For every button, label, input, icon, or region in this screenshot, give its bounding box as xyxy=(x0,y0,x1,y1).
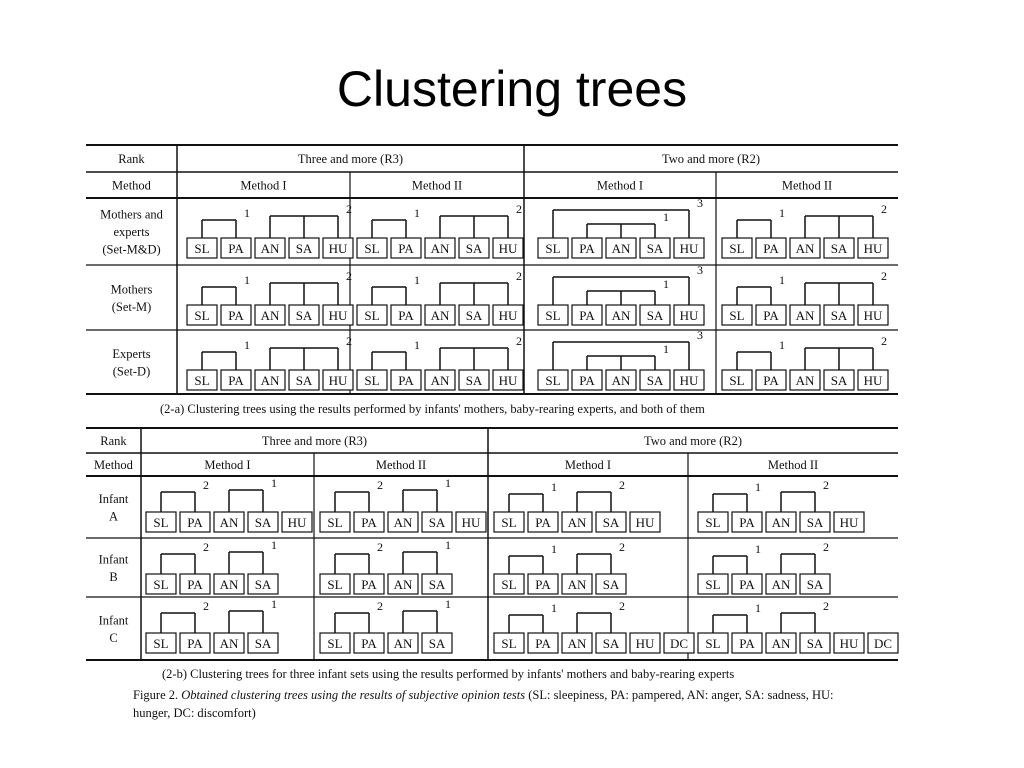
leaf-label: SA xyxy=(465,308,483,323)
dendrogram xyxy=(320,538,452,594)
table-b-method-label: Method xyxy=(94,458,133,472)
leaf-label: SA xyxy=(254,515,272,530)
leaf-label: SL xyxy=(364,373,380,388)
leaf-label: SA xyxy=(830,373,848,388)
leaf-label: PA xyxy=(398,241,414,256)
table-b-row-label-2: Infant xyxy=(98,552,129,567)
leaf-label: AN xyxy=(795,373,815,388)
cluster-rank-label: 1 xyxy=(551,601,557,615)
leaf-label: AN xyxy=(219,577,239,592)
table-a-row-label-2: (Set-M) xyxy=(111,299,152,314)
leaf-label: PA xyxy=(228,373,244,388)
dendrogram xyxy=(722,269,888,325)
table-a-r3-header: Three and more (R3) xyxy=(297,152,404,166)
leaf-label: SA xyxy=(806,636,824,651)
cluster-rank-label: 1 xyxy=(779,273,785,287)
leaf-label: SL xyxy=(153,515,169,530)
leaf-label: SA xyxy=(465,241,483,256)
cluster-rank-label: 2 xyxy=(203,540,209,554)
cluster-rank-label: 2 xyxy=(377,599,383,613)
leaf-label: HU xyxy=(498,373,518,388)
cluster-rank-label: 1 xyxy=(779,206,785,220)
leaf-label: PA xyxy=(579,241,595,256)
leaf-label: DC xyxy=(669,636,689,651)
leaf-label: SL xyxy=(705,636,721,651)
leaf-label: AN xyxy=(795,241,815,256)
cluster-rank-label: 2 xyxy=(203,599,209,613)
table-b-row-label-2: B xyxy=(109,569,118,584)
leaf-label: PA xyxy=(361,636,377,651)
dendrogram xyxy=(357,269,523,325)
leaf-label: HU xyxy=(839,636,859,651)
table-b-caption: (2-b) Clustering trees for three infant sets using the results performed by infants' mothers and baby-rearing experts xyxy=(162,667,735,681)
leaf-label: AN xyxy=(430,308,450,323)
leaf-label: SL xyxy=(729,308,745,323)
dendrogram xyxy=(538,328,704,390)
table-b-row-label-1: A xyxy=(108,509,119,524)
table-a-r3-method-i: Method I xyxy=(240,178,287,193)
leaf-label: PA xyxy=(361,515,377,530)
leaf-label: SL xyxy=(153,636,169,651)
leaf-label: HU xyxy=(498,241,518,256)
cluster-rank-label: 1 xyxy=(445,538,451,552)
leaf-label: AN xyxy=(771,636,791,651)
table-a-method-label: Method xyxy=(112,178,151,193)
leaf-label: SA xyxy=(646,308,664,323)
leaf-label: SA xyxy=(830,308,848,323)
dendrogram xyxy=(187,334,353,390)
leaf-label: AN xyxy=(430,373,450,388)
table-a-caption: (2-a) Clustering trees using the results performed by infants' mothers, baby-rearing experts, and both of them xyxy=(160,402,705,416)
leaf-label: HU xyxy=(287,515,307,530)
cluster-rank-label: 2 xyxy=(881,334,887,348)
dendrogram xyxy=(357,202,523,258)
dendrogram xyxy=(146,538,278,594)
cluster-rank-label: 3 xyxy=(697,196,703,210)
cluster-rank-label: 2 xyxy=(619,599,625,613)
leaf-label: SA xyxy=(646,241,664,256)
dendrogram xyxy=(494,599,694,653)
dendrogram xyxy=(698,599,898,653)
dendrogram xyxy=(357,334,523,390)
leaf-label: AN xyxy=(771,515,791,530)
leaf-label: SL xyxy=(545,308,561,323)
cluster-rank-label: 1 xyxy=(755,480,761,494)
cluster-rank-label: 1 xyxy=(551,542,557,556)
cluster-rank-label: 2 xyxy=(516,334,522,348)
leaf-label: SA xyxy=(428,515,446,530)
table-a-row-label-1: experts xyxy=(113,225,150,239)
slide-title: Clustering trees xyxy=(336,61,688,117)
leaf-label: HU xyxy=(328,373,348,388)
leaf-label: SL xyxy=(194,373,210,388)
figure-label: Figure 2. xyxy=(133,688,179,702)
leaf-label: SL xyxy=(545,373,561,388)
dendrogram xyxy=(722,202,888,258)
table-a-row-label-3: Experts xyxy=(112,346,151,361)
cluster-rank-label: 1 xyxy=(244,338,250,352)
table-b-r3-header: Three and more (R3) xyxy=(261,434,368,448)
cluster-rank-label: 3 xyxy=(697,328,703,342)
leaf-label: PA xyxy=(535,577,551,592)
cluster-rank-label: 2 xyxy=(346,202,352,216)
cluster-rank-label: 2 xyxy=(823,540,829,554)
leaf-label: SL xyxy=(545,241,561,256)
leaf-label: AN xyxy=(567,636,587,651)
figure-legend: (SL: sleepiness, PA: pampered, AN: anger, SA: sadness, HU: hunger, DC: discomfort) xyxy=(133,688,834,720)
dendrogram xyxy=(146,597,278,653)
leaf-label: SL xyxy=(705,577,721,592)
leaf-label: SL xyxy=(364,308,380,323)
dendrogram xyxy=(698,540,830,594)
leaf-label: PA xyxy=(535,636,551,651)
table-a-r2-method-i: Method I xyxy=(596,178,644,193)
cluster-rank-label: 1 xyxy=(414,273,420,287)
leaf-label: HU xyxy=(461,515,481,530)
cluster-rank-label: 1 xyxy=(445,597,451,611)
leaf-label: AN xyxy=(430,241,450,256)
leaf-label: PA xyxy=(763,373,779,388)
dendrogram xyxy=(494,478,660,532)
cluster-rank-label: 1 xyxy=(663,342,669,356)
cluster-rank-label: 1 xyxy=(445,476,451,490)
dendrogram xyxy=(320,597,452,653)
dendrogram xyxy=(494,540,626,594)
leaf-label: SL xyxy=(729,373,745,388)
leaf-label: SA xyxy=(830,241,848,256)
leaf-label: SL xyxy=(729,241,745,256)
cluster-rank-label: 2 xyxy=(823,478,829,492)
leaf-label: AN xyxy=(260,241,280,256)
table-b-rank-label: Rank xyxy=(100,434,127,448)
dendrogram xyxy=(722,334,888,390)
cluster-rank-label: 2 xyxy=(346,334,352,348)
leaf-label: PA xyxy=(398,308,414,323)
leaf-label: HU xyxy=(679,308,699,323)
leaf-label: HU xyxy=(328,308,348,323)
leaf-label: HU xyxy=(498,308,518,323)
leaf-label: AN xyxy=(567,515,587,530)
leaf-label: SA xyxy=(428,577,446,592)
dendrogram xyxy=(187,269,353,325)
cluster-rank-label: 1 xyxy=(414,206,420,220)
table-a-row-label-2: Mothers xyxy=(110,282,153,297)
leaf-label: SA xyxy=(428,636,446,651)
dendrogram xyxy=(146,476,312,532)
leaf-label: SL xyxy=(364,241,380,256)
cluster-rank-label: 2 xyxy=(203,478,209,492)
leaf-label: PA xyxy=(763,241,779,256)
cluster-rank-label: 2 xyxy=(346,269,352,283)
table-a-row-label-1: (Set-M&D) xyxy=(102,242,161,257)
dendrogram xyxy=(698,478,864,532)
leaf-label: HU xyxy=(635,515,655,530)
leaf-label: HU xyxy=(863,373,883,388)
leaf-label: HU xyxy=(679,241,699,256)
leaf-label: SL xyxy=(194,241,210,256)
dendrogram xyxy=(187,202,353,258)
leaf-label: SL xyxy=(501,515,517,530)
leaf-label: SA xyxy=(295,373,313,388)
leaf-label: PA xyxy=(739,515,755,530)
leaf-label: SL xyxy=(501,636,517,651)
leaf-label: PA xyxy=(228,241,244,256)
leaf-label: AN xyxy=(393,636,413,651)
table-b-r2-method-i: Method I xyxy=(564,458,612,472)
leaf-label: AN xyxy=(611,308,631,323)
figure-caption xyxy=(133,686,853,722)
cluster-rank-label: 1 xyxy=(755,601,761,615)
cluster-rank-label: 2 xyxy=(516,202,522,216)
leaf-label: SA xyxy=(806,515,824,530)
cluster-rank-label: 1 xyxy=(779,338,785,352)
cluster-rank-label: 2 xyxy=(619,478,625,492)
table-b-row-label-1: Infant xyxy=(98,491,129,506)
leaf-label: HU xyxy=(328,241,348,256)
leaf-label: PA xyxy=(535,515,551,530)
leaf-label: AN xyxy=(771,577,791,592)
leaf-label: PA xyxy=(187,515,203,530)
cluster-rank-label: 2 xyxy=(881,269,887,283)
leaf-label: SA xyxy=(465,373,483,388)
leaf-label: PA xyxy=(579,373,595,388)
leaf-label: HU xyxy=(635,636,655,651)
leaf-label: SA xyxy=(602,577,620,592)
leaf-label: PA xyxy=(398,373,414,388)
leaf-label: SA xyxy=(646,373,664,388)
leaf-label: AN xyxy=(219,515,239,530)
leaf-label: SA xyxy=(295,308,313,323)
leaf-label: SA xyxy=(602,515,620,530)
table-b-row-label-3: C xyxy=(109,630,118,645)
leaf-label: HU xyxy=(863,308,883,323)
dendrogram xyxy=(320,476,486,532)
table-b-r2-header: Two and more (R2) xyxy=(643,434,743,448)
leaf-label: PA xyxy=(739,577,755,592)
leaf-label: AN xyxy=(567,577,587,592)
leaf-label: PA xyxy=(187,636,203,651)
cluster-rank-label: 2 xyxy=(377,540,383,554)
dendrogram xyxy=(538,263,704,325)
table-a-grid xyxy=(86,145,898,394)
cluster-rank-label: 1 xyxy=(551,480,557,494)
leaf-label: AN xyxy=(260,373,280,388)
cluster-rank-label: 2 xyxy=(516,269,522,283)
figure-caption-italic: Obtained clustering trees using the results of subjective opinion tests xyxy=(181,688,526,702)
leaf-label: DC xyxy=(873,636,893,651)
cluster-rank-label: 2 xyxy=(377,478,383,492)
leaf-label: HU xyxy=(679,373,699,388)
table-b-r3-method-ii: Method II xyxy=(375,458,427,472)
leaf-label: AN xyxy=(611,241,631,256)
table-b-r2-method-ii: Method II xyxy=(767,458,819,472)
leaf-label: PA xyxy=(187,577,203,592)
table-a-r2-method-ii: Method II xyxy=(781,178,833,193)
cluster-rank-label: 1 xyxy=(271,538,277,552)
cluster-rank-label: 1 xyxy=(271,597,277,611)
leaf-label: HU xyxy=(839,515,859,530)
table-a-r3-method-ii: Method II xyxy=(411,178,463,193)
cluster-rank-label: 1 xyxy=(271,476,277,490)
leaf-label: AN xyxy=(795,308,815,323)
dendrogram xyxy=(538,196,704,258)
leaf-label: AN xyxy=(611,373,631,388)
leaf-label: AN xyxy=(260,308,280,323)
leaf-label: AN xyxy=(393,577,413,592)
table-b-row-label-3: Infant xyxy=(98,613,129,628)
leaf-label: SL xyxy=(153,577,169,592)
leaf-label: PA xyxy=(361,577,377,592)
leaf-label: SL xyxy=(705,515,721,530)
table-a-rank-label: Rank xyxy=(118,152,145,166)
cluster-rank-label: 1 xyxy=(244,273,250,287)
leaf-label: PA xyxy=(739,636,755,651)
cluster-rank-label: 1 xyxy=(244,206,250,220)
leaf-label: SA xyxy=(602,636,620,651)
cluster-rank-label: 3 xyxy=(697,263,703,277)
leaf-label: PA xyxy=(228,308,244,323)
leaf-label: SA xyxy=(254,577,272,592)
leaf-label: SL xyxy=(327,636,343,651)
table-a-row-label-1: Mothers and xyxy=(100,207,163,222)
cluster-rank-label: 1 xyxy=(755,542,761,556)
cluster-rank-label: 1 xyxy=(414,338,420,352)
cluster-rank-label: 1 xyxy=(663,210,669,224)
cluster-rank-label: 2 xyxy=(823,599,829,613)
leaf-label: AN xyxy=(393,515,413,530)
leaf-label: PA xyxy=(579,308,595,323)
cluster-rank-label: 2 xyxy=(619,540,625,554)
cluster-rank-label: 1 xyxy=(663,277,669,291)
leaf-label: SL xyxy=(194,308,210,323)
table-a-row-label-3: (Set-D) xyxy=(112,364,151,379)
leaf-label: SA xyxy=(806,577,824,592)
leaf-label: SA xyxy=(254,636,272,651)
table-b-r3-method-i: Method I xyxy=(204,458,251,472)
leaf-label: AN xyxy=(219,636,239,651)
table-a-r2-header: Two and more (R2) xyxy=(661,152,761,166)
leaf-label: HU xyxy=(863,241,883,256)
leaf-label: SA xyxy=(295,241,313,256)
leaf-label: SL xyxy=(501,577,517,592)
leaf-label: SL xyxy=(327,577,343,592)
leaf-label: SL xyxy=(327,515,343,530)
cluster-rank-label: 2 xyxy=(881,202,887,216)
leaf-label: PA xyxy=(763,308,779,323)
